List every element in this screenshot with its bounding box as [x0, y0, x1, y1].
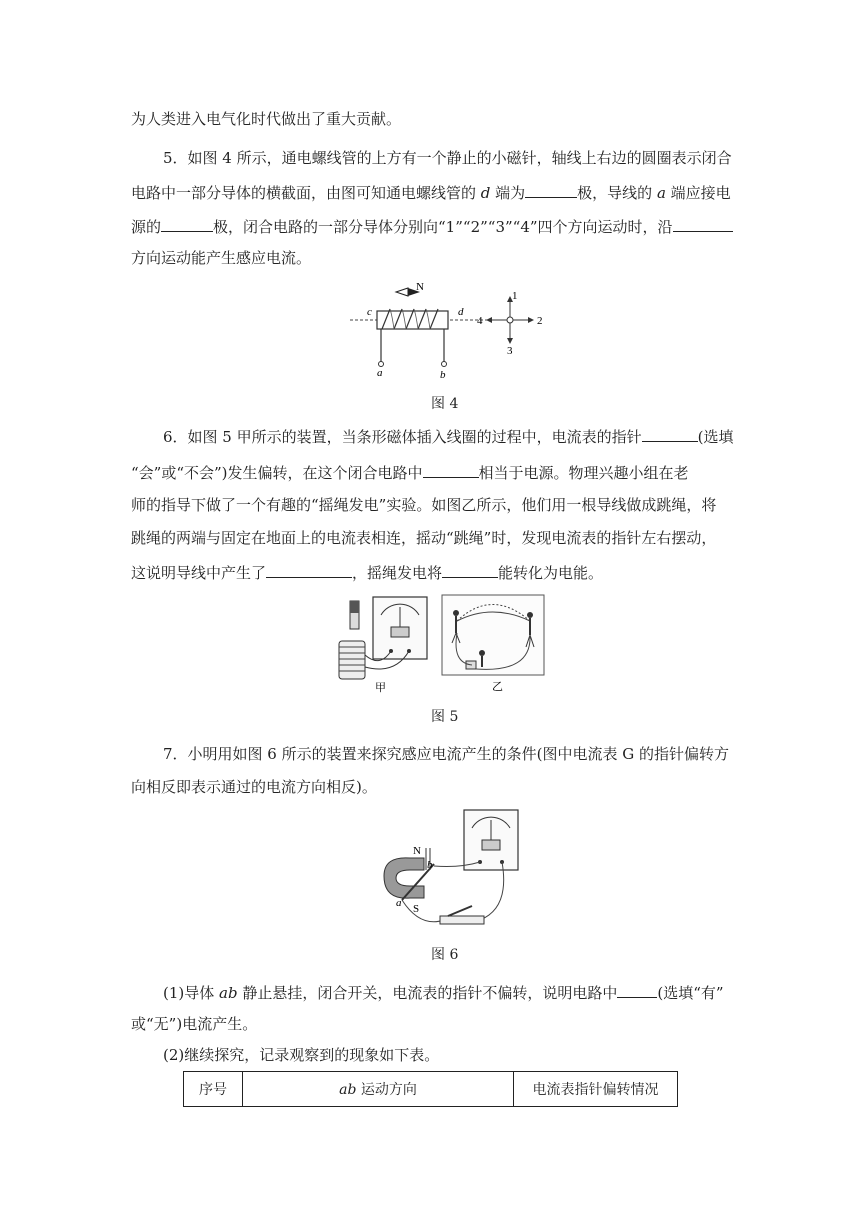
fig4-label-n: N: [416, 281, 424, 293]
q6-line-4: 跳绳的两端与固定在地面上的电流表相连，摇动“跳绳”时，发现电流表的指针左右摆动，: [131, 529, 717, 547]
figure-6: [380, 808, 530, 938]
q7-blank-1[interactable]: [617, 982, 657, 998]
figure-5-yi: [442, 593, 546, 693]
fig6-label-n: N: [413, 845, 421, 857]
q5-line-2: 电路中一部分导体的横截面，由图可知通电螺线管的 d 端为 极，导线的 a 端应接电: [131, 184, 731, 202]
q6-line-5: 这说明导线中产生了 ，摇绳发电将 能转化为电能。: [131, 564, 604, 582]
figure-4-caption: 图 4: [431, 396, 459, 412]
q6-blank-3[interactable]: [266, 562, 352, 578]
q6-line-1: 6．如图 5 甲所示的装置，当条形磁体插入线圈的过程中，电流表的指针 (选填: [163, 428, 734, 446]
q6-blank-1[interactable]: [642, 426, 698, 442]
direction-cross-icon: [486, 296, 534, 344]
q5-blank-3[interactable]: [673, 216, 733, 232]
figure-6-caption: 图 6: [431, 947, 459, 963]
fig4-dir-2: 2: [537, 315, 543, 327]
q5-line-1: 5．如图 4 所示，通电螺线管的上方有一个静止的小磁针，轴线上右边的圆圈表示闭合: [163, 149, 732, 167]
observation-table: [183, 1071, 678, 1107]
intro-line: 为人类进入电气化时代做出了重大贡献。: [131, 110, 402, 128]
q7-part-1-line-2: 或“无”)电流产生。: [131, 1015, 258, 1033]
table-header-index: 序号: [184, 1072, 243, 1107]
fig5-label-jia: 甲: [375, 682, 386, 694]
figure-4: [350, 282, 550, 382]
table-header-direction: ab 运动方向: [243, 1072, 514, 1107]
table-header-row: [184, 1072, 678, 1107]
compass-needle-icon: [396, 288, 408, 296]
fig4-dir-4: 4: [477, 315, 483, 327]
fig4-label-c: c: [367, 306, 372, 318]
fig4-label-b: b: [440, 369, 446, 381]
fig4-dir-1: 1: [512, 290, 518, 302]
q5-blank-1[interactable]: [525, 182, 577, 198]
figure-5-jia: [335, 593, 435, 693]
q7-line-1: 7．小明用如图 6 所示的装置来探究感应电流产生的条件(图中电流表 G 的指针偏转方: [163, 745, 729, 763]
q6-line-3: 师的指导下做了一个有趣的“摇绳发电”实验。如图乙所示，他们用一根导线做成跳绳，将: [131, 496, 717, 514]
q6-blank-4[interactable]: [442, 562, 498, 578]
fig4-label-d: d: [458, 306, 464, 318]
fig5-label-yi: 乙: [492, 681, 503, 693]
fig6-label-a: a: [396, 897, 402, 909]
q7-line-2: 向相反即表示通过的电流方向相反)。: [131, 778, 377, 796]
q7-part-2-line: (2)继续探究，记录观察到的现象如下表。: [163, 1046, 440, 1064]
switch-icon: [440, 916, 484, 924]
fig4-dir-3: 3: [507, 345, 513, 357]
fig4-label-a: a: [377, 367, 383, 379]
q5-line-3: 源的 极，闭合电路的一部分导体分别向“1”“2”“3”“4”四个方向运动时，沿: [131, 216, 733, 237]
q6-blank-2[interactable]: [423, 462, 479, 478]
fig6-label-s: S: [413, 903, 420, 915]
fig6-label-b: b: [427, 859, 433, 871]
q6-line-2: “会”或“不会”)发生偏转，在这个闭合电路中 相当于电源。物理兴趣小组在老: [131, 464, 689, 482]
q5-line-4: 方向运动能产生感应电流。: [131, 249, 312, 267]
q7-part-1-line-1: (1)导体 ab 静止悬挂，闭合开关，电流表的指针不偏转，说明电路中 (选填“有”: [163, 984, 724, 1002]
figure-5-caption: 图 5: [431, 709, 459, 725]
table-header-deflection: 电流表指针偏转情况: [514, 1072, 678, 1107]
q5-blank-2[interactable]: [161, 216, 213, 232]
